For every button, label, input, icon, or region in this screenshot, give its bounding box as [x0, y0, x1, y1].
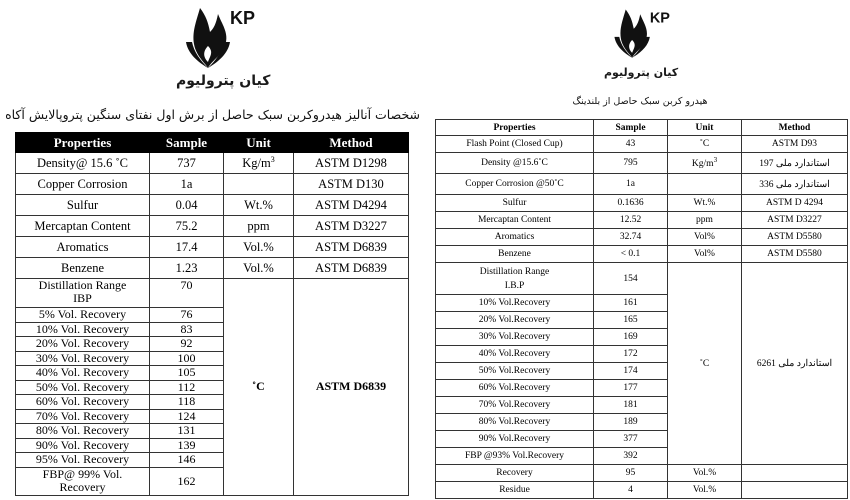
sample-cell: 100: [150, 351, 224, 366]
method-cell: ASTM D3227: [742, 212, 848, 229]
sample-cell: 154: [594, 263, 668, 295]
property-cell: Residue: [436, 482, 594, 499]
sample-cell: 92: [150, 337, 224, 352]
sample-cell: 105: [150, 366, 224, 381]
property-cell: Mercaptan Content: [436, 212, 594, 229]
ibp-label: IBP: [73, 291, 92, 305]
unit-cell: Vol.%: [668, 482, 742, 499]
distillation-range-label: Distillation Range: [38, 278, 127, 292]
property-cell: Benzene: [436, 246, 594, 263]
right-title: هیدرو کربن سبک حاصل از بلندینگ: [572, 96, 708, 107]
sample-cell: 177: [594, 380, 668, 397]
sample-cell: 131: [150, 424, 224, 439]
sample-cell: 95: [594, 465, 668, 482]
header-properties: Properties: [16, 133, 150, 153]
method-cell: ASTM D130: [294, 174, 409, 195]
sample-cell: 0.1636: [594, 195, 668, 212]
method-cell: ASTM D3227: [294, 216, 409, 237]
sample-cell: 0.04: [150, 195, 224, 216]
table-header-row: [16, 133, 409, 153]
method-cell: ASTM D6839: [294, 258, 409, 279]
left-logo: [178, 2, 260, 70]
property-cell: 30% Vol.Recovery: [436, 329, 594, 346]
property-cell: [436, 263, 594, 295]
property-cell: Sulfur: [16, 195, 150, 216]
table-row: [16, 174, 409, 195]
sample-cell: 43: [594, 136, 668, 153]
sample-cell: 161: [594, 295, 668, 312]
property-cell: 60% Vol.Recovery: [436, 380, 594, 397]
property-cell: Mercaptan Content: [16, 216, 150, 237]
sample-cell: 4: [594, 482, 668, 499]
property-cell: 95% Vol. Recovery: [16, 453, 150, 468]
property-cell: Copper Corrosion @50˚C: [436, 174, 594, 195]
ibp-label: I.B.P: [504, 280, 525, 291]
property-cell: 50% Vol.Recovery: [436, 363, 594, 380]
property-cell: 40% Vol. Recovery: [16, 366, 150, 381]
property-cell: Recovery: [436, 465, 594, 482]
property-cell: 90% Vol.Recovery: [436, 431, 594, 448]
flame-shield-icon: [178, 2, 260, 70]
property-cell: 60% Vol. Recovery: [16, 395, 150, 410]
table-row: [16, 237, 409, 258]
unit-cell: [668, 174, 742, 195]
unit-cell: Wt.%: [224, 195, 294, 216]
table-row: [436, 174, 848, 195]
property-cell: 70% Vol. Recovery: [16, 409, 150, 424]
header-sample: Sample: [594, 120, 668, 136]
sample-cell: 76: [150, 308, 224, 323]
sample-cell: 139: [150, 438, 224, 453]
table-header-row: [436, 120, 848, 136]
method-cell: ASTM D 4294: [742, 195, 848, 212]
header-method: Method: [294, 133, 409, 153]
table-row: [16, 195, 409, 216]
method-cell: ASTM D5580: [742, 229, 848, 246]
property-cell: Aromatics: [436, 229, 594, 246]
sample-cell: 83: [150, 322, 224, 337]
property-cell: [16, 279, 150, 308]
table-row: [436, 465, 848, 482]
method-cell: [742, 482, 848, 499]
sample-cell: < 0.1: [594, 246, 668, 263]
property-cell: 5% Vol. Recovery: [16, 308, 150, 323]
sample-cell: 181: [594, 397, 668, 414]
right-logo: [608, 4, 674, 60]
sample-cell: 174: [594, 363, 668, 380]
property-cell: Density @15.6˚C: [436, 153, 594, 174]
header-properties: Properties: [436, 120, 594, 136]
sample-cell: 17.4: [150, 237, 224, 258]
property-cell: [16, 467, 150, 495]
header-unit: Unit: [668, 120, 742, 136]
table-row: [436, 482, 848, 499]
table-row: [436, 153, 848, 174]
property-cell: FBP @93% Vol.Recovery: [436, 448, 594, 465]
property-cell: 50% Vol. Recovery: [16, 380, 150, 395]
table-row: [436, 229, 848, 246]
property-cell: 10% Vol.Recovery: [436, 295, 594, 312]
unit-cell: ppm: [224, 216, 294, 237]
left-title: شخصات آنالیز هیدروکربن سبک حاصل از برش اول نفتای سنگین پتروپالایش آکاه: [5, 107, 420, 122]
sample-cell: 75.2: [150, 216, 224, 237]
distillation-method-cell: استاندارد ملی 6261: [742, 263, 848, 465]
table-row: [16, 153, 409, 174]
table-row: [436, 263, 848, 295]
header-sample: Sample: [150, 133, 224, 153]
distillation-method-cell: ASTM D6839: [294, 279, 409, 496]
right-spec-table: [435, 119, 848, 499]
property-cell: 80% Vol.Recovery: [436, 414, 594, 431]
table-row: [436, 136, 848, 153]
sample-cell: 172: [594, 346, 668, 363]
table-row: [16, 258, 409, 279]
sample-cell: 124: [150, 409, 224, 424]
property-cell: 20% Vol.Recovery: [436, 312, 594, 329]
left-brand-name: کیان پترولیوم: [176, 73, 271, 89]
unit-cell: Wt.%: [668, 195, 742, 212]
sample-cell: 1.23: [150, 258, 224, 279]
property-cell: Benzene: [16, 258, 150, 279]
sample-cell: 32.74: [594, 229, 668, 246]
unit-cell: Vol.%: [668, 465, 742, 482]
property-cell: 10% Vol. Recovery: [16, 322, 150, 337]
distillation-range-label: Distillation Range: [479, 266, 550, 277]
distillation-unit-cell: ˚C: [668, 263, 742, 465]
unit-cell: [224, 174, 294, 195]
flame-shield-icon: [608, 4, 674, 60]
sample-cell: 165: [594, 312, 668, 329]
unit-cell: $Kg/m^3$: [668, 153, 742, 174]
sample-cell: 737: [150, 153, 224, 174]
sample-cell: 12.52: [594, 212, 668, 229]
property-cell: 70% Vol.Recovery: [436, 397, 594, 414]
sample-cell: 112: [150, 380, 224, 395]
unit-cell: ppm: [668, 212, 742, 229]
unit-cell: Vol%: [668, 229, 742, 246]
method-cell: ASTM D6839: [294, 237, 409, 258]
header-unit: Unit: [224, 133, 294, 153]
property-cell: Aromatics: [16, 237, 150, 258]
table-row: [16, 216, 409, 237]
method-cell: [742, 465, 848, 482]
method-cell: ASTM D93: [742, 136, 848, 153]
method-cell: استاندارد ملی 197: [742, 153, 848, 174]
table-row: [16, 279, 409, 308]
sample-cell: 162: [150, 467, 224, 495]
unit-cell: Vol%: [668, 246, 742, 263]
method-cell: ASTM D4294: [294, 195, 409, 216]
sample-cell: 795: [594, 153, 668, 174]
unit-cell: $Kg/m^3$: [224, 153, 294, 174]
sample-cell: 146: [150, 453, 224, 468]
property-cell: 80% Vol. Recovery: [16, 424, 150, 439]
sample-cell: 1a: [150, 174, 224, 195]
sample-cell: 118: [150, 395, 224, 410]
method-cell: ASTM D5580: [742, 246, 848, 263]
property-cell: 40% Vol.Recovery: [436, 346, 594, 363]
sample-cell: 70: [150, 279, 224, 308]
unit-cell: Vol.%: [224, 258, 294, 279]
method-cell: ASTM D1298: [294, 153, 409, 174]
recovery-label: Recovery: [59, 479, 106, 494]
brand-initials: KP: [649, 10, 670, 27]
property-cell: Flash Point (Closed Cup): [436, 136, 594, 153]
distillation-unit-cell: ˚C: [224, 279, 294, 496]
method-cell: استاندارد ملی 336: [742, 174, 848, 195]
property-cell: 30% Vol. Recovery: [16, 351, 150, 366]
sample-cell: 189: [594, 414, 668, 431]
property-cell: 20% Vol. Recovery: [16, 337, 150, 352]
fbp-label: FBP@ 99% Vol.: [42, 467, 123, 481]
property-cell: 90% Vol. Recovery: [16, 438, 150, 453]
unit-cell: Vol.%: [224, 237, 294, 258]
left-spec-table: [15, 132, 409, 496]
sample-cell: 377: [594, 431, 668, 448]
brand-initials: KP: [230, 8, 256, 28]
right-brand-name: کیان پترولیوم: [604, 66, 679, 79]
property-cell: Sulfur: [436, 195, 594, 212]
sample-cell: 169: [594, 329, 668, 346]
unit-cell: ˚C: [668, 136, 742, 153]
sample-cell: 1a: [594, 174, 668, 195]
table-row: [436, 246, 848, 263]
header-method: Method: [742, 120, 848, 136]
property-cell: Density@ 15.6 ˚C: [16, 153, 150, 174]
table-row: [436, 212, 848, 229]
property-cell: Copper Corrosion: [16, 174, 150, 195]
sample-cell: 392: [594, 448, 668, 465]
table-row: [436, 195, 848, 212]
